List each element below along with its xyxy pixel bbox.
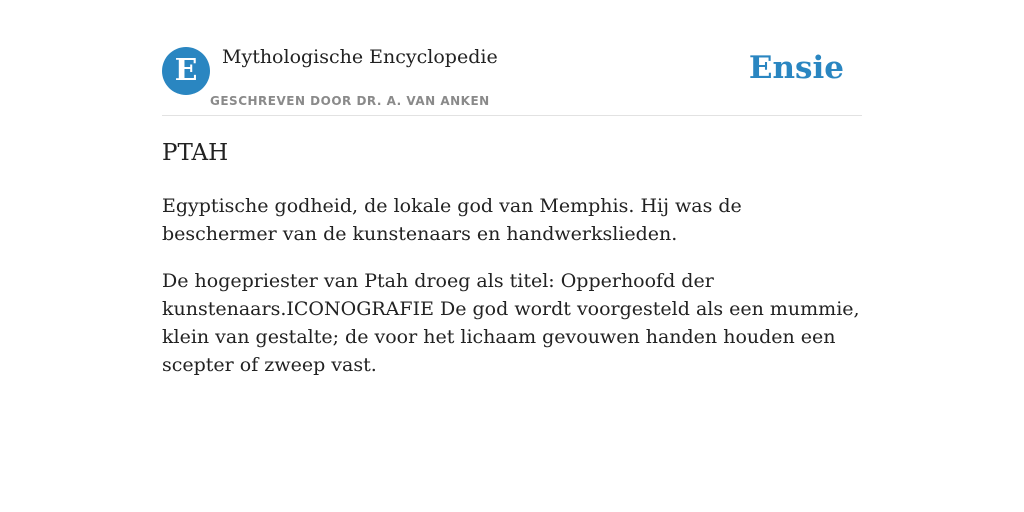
- page-container: [162, 0, 862, 376]
- entry-paragraph: De hogepriester van Ptah droeg als titel: Opperhoofd der kunstenaars.ICONOGRAFIE De god wordt voorgesteld als een mummie, klein van gestalte; de voor het lichaam gevouwen handen houden een scepter of zweep vast.: [162, 270, 860, 376]
- header: [162, 0, 862, 116]
- encyclopedia-logo[interactable]: E: [162, 47, 210, 95]
- entry-paragraph: Egyptische godheid, de lokale god van Memphis. Hij was de beschermer van de kunstenaars en handwerkslieden.: [162, 195, 742, 245]
- entry-title: PTAH: [162, 140, 229, 166]
- brand-logo[interactable]: Ensie: [748, 50, 844, 86]
- encyclopedia-title[interactable]: Mythologische Encyclopedie: [222, 46, 498, 68]
- author-byline: GESCHREVEN DOOR DR. A. VAN ANKEN: [210, 94, 490, 108]
